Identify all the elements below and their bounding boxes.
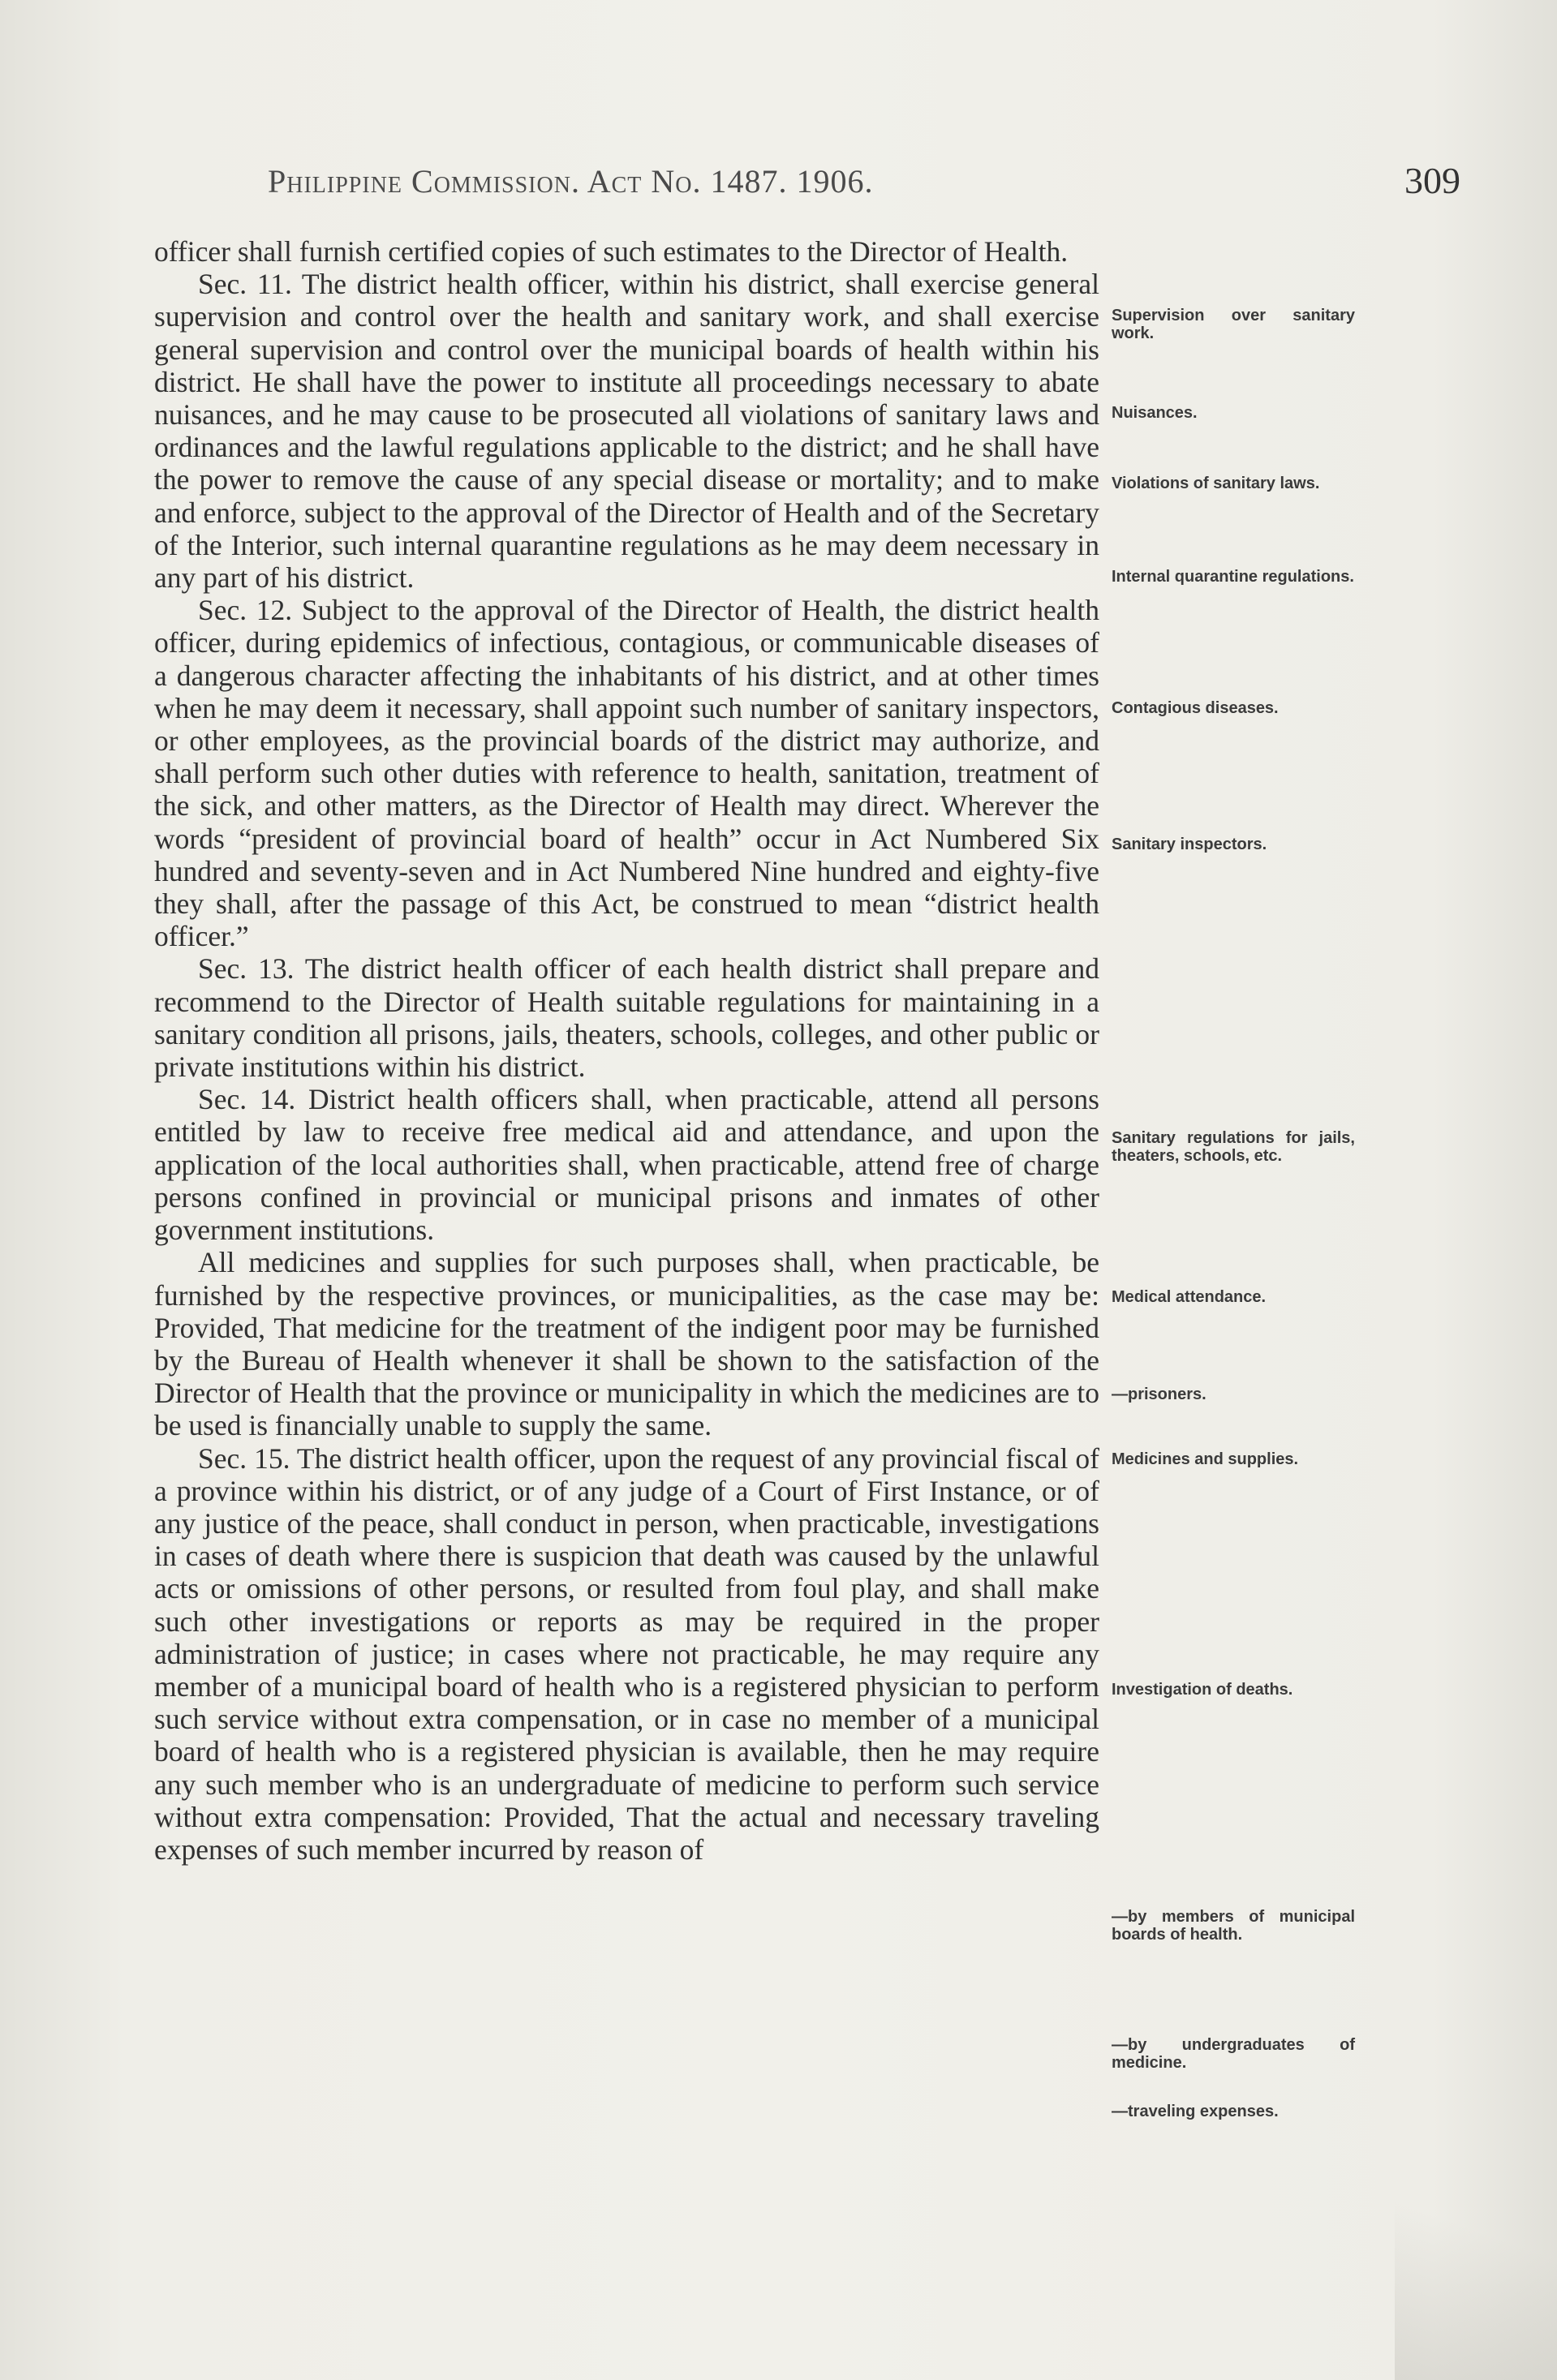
margin-note: Sanitary inspectors. [1112, 836, 1267, 853]
margin-note: Violations of sanitary laws. [1112, 475, 1320, 492]
margin-note: —by undergraduates of medicine. [1112, 2036, 1355, 2072]
paragraph-sec-11: Sec. 11. The district health officer, within his district, shall exercise general supervision and control over the health and sanitary work, and shall exercise general supervision and control over the municipal boards of health within his district. He shall have the power to institute all proceedings necessary to abate nuisances, and he may cause to be prosecuted all violations of sanitary laws and ordinances and the lawful regulations applicable to the district; and he shall have the power to remove the cause of any special disease or mortality; and to make and enforce, subject to the approval of the Director of Health and of the Secretary of the Interior, such internal quarantine regulations as he may deem necessary in any part of his district. [154, 268, 1099, 595]
body-text [154, 235, 1099, 1866]
margin-note: Medicines and supplies. [1112, 1450, 1299, 1468]
paragraph-sec-12: Sec. 12. Subject to the approval of the Director of Health, the district health officer, during epidemics of infectious, contagious, or communicable diseases of a dangerous character affecting the inhabitants of his district, and at other times when he may deem it necessary, shall appoint such number of sanitary inspectors, or other employees, as the provincial boards of the district may authorize, and shall perform such other duties with reference to health, sanitation, treatment of the sick, and other matters, as the Director of Health may direct. Wherever the words “president of provincial board of health” occur in Act Numbered Six hundred and seventy-seven and in Act Numbered Nine hundred and eighty-five they shall, after the passage of this Act, be construed to mean “district health officer.” [154, 594, 1099, 953]
paragraph-sec-14: Sec. 14. District health officers shall, when practicable, attend all persons entitled by law to receive free medical aid and attendance, and upon the application of the local authorities shall, when practicable, attend free of charge persons confined in provincial or municipal prisons and inmates of other government institutions. [154, 1083, 1099, 1247]
margin-note: Contagious diseases. [1112, 699, 1279, 717]
page-fold-shadow [1395, 2039, 1557, 2380]
paragraph-estimates: officer shall furnish certified copies of such estimates to the Director of Health. [154, 235, 1069, 268]
paragraph-sec-13: Sec. 13. The district health officer of each health district shall prepare and recommend to the Director of Health suitable regulations for maintaining in a sanitary condition all prisons, jails, theaters, schools, colleges, and other public or private institutions within his district. [154, 952, 1099, 1084]
margin-note: Nuisances. [1112, 404, 1198, 422]
paragraph-sec-15: Sec. 15. The district health officer, upon the request of any provincial fiscal of a province within his district, or of any judge of a Court of First Instance, or of any justice of the peace, shall conduct in person, when practicable, investigations in cases of death where there is suspicion that death was caused by the unlawful acts or omissions of other persons, or resulted from foul play, and shall make such other investigations or reports as may be required in the proper administration of justice; in cases where not practicable, he may require any member of a municipal board of health who is a registered physician to perform such service without extra compensation, or in case no member of a municipal board of health who is a registered physician is available, then he may require any such member who is an undergraduate of medicine to perform such service without extra compensation: Provided, That the actual and necessary traveling expenses of such member incurred by reason of [154, 1441, 1099, 1866]
page-number: 309 [1404, 160, 1460, 201]
margin-note: Supervision over sanitary work. [1112, 307, 1355, 342]
paragraph-medicines: All medicines and supplies for such purposes shall, when practicable, be furnished by the respective provinces, or municipalities, as the case may be: Provided, That medicine for the treatment of the indigent poor may be furnished by the Bureau of Health whenever it shall be shown to the satisfaction of the Director of Health that the province or municipality in which the medicines are to be used is financially unable to supply the same. [154, 1246, 1099, 1442]
margin-note: Internal quarantine regulations. [1112, 568, 1354, 586]
page-header [154, 162, 1460, 211]
margin-note: Sanitary regulations for jails, theaters, schools, etc. [1112, 1129, 1355, 1165]
margin-note: —by members of municipal boards of health. [1112, 1908, 1355, 1944]
running-head: Philippine Commission. Act No. 1487. 1906. [268, 163, 874, 200]
margin-note: —prisoners. [1112, 1385, 1206, 1403]
margin-note: —traveling expenses. [1112, 2103, 1279, 2120]
margin-note: Medical attendance. [1112, 1288, 1267, 1306]
margin-note: Investigation of deaths. [1112, 1681, 1293, 1699]
